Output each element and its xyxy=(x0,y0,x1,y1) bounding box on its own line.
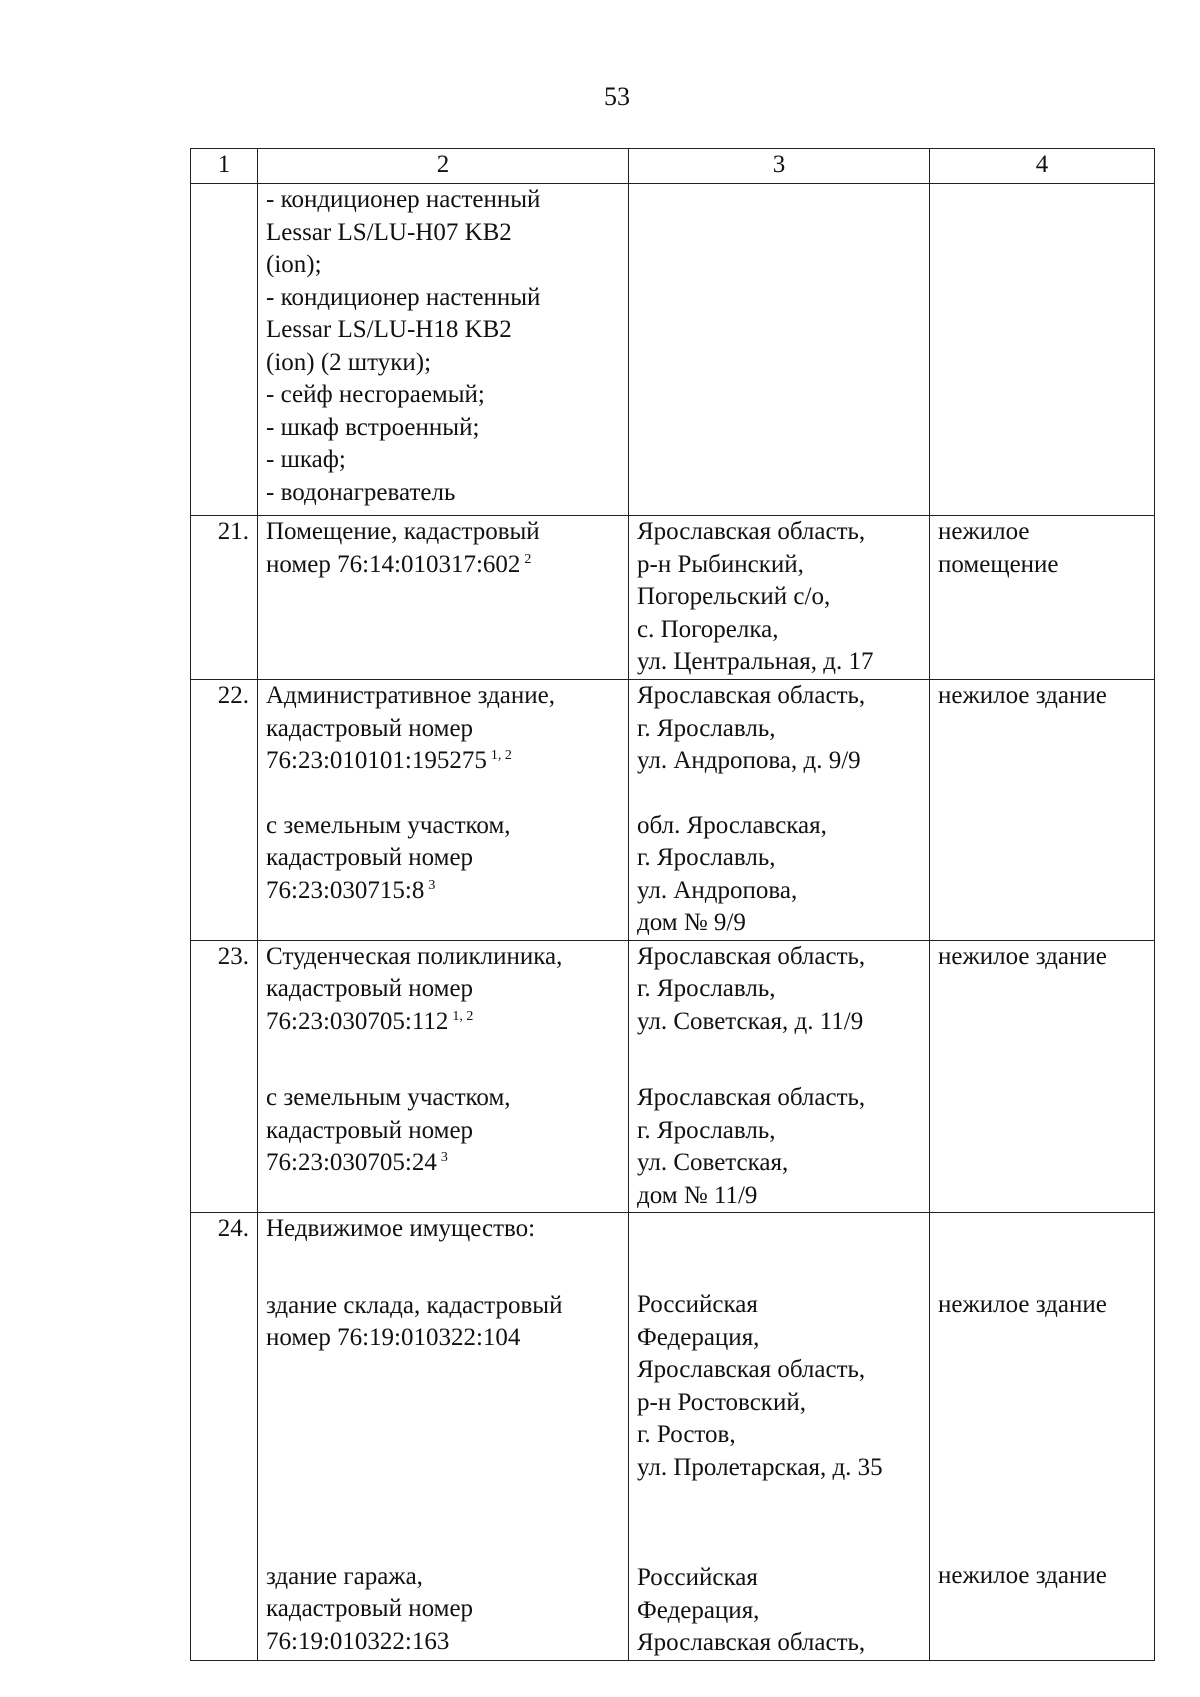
address-line: ул. Андропова, д. 9/9 xyxy=(637,747,861,774)
description-cell xyxy=(258,516,629,680)
description-line: - кондиционер настенный xyxy=(266,283,541,311)
description-line: кадастровый номер xyxy=(266,1116,474,1144)
type-cell xyxy=(930,940,1155,1213)
header-col-3: 3 xyxy=(629,149,930,184)
description-line: с земельным участком, xyxy=(266,811,511,839)
type-line: помещение xyxy=(938,550,1059,578)
description-line: 76:23:030705:24 $^3$ xyxy=(266,1149,448,1176)
spacer xyxy=(266,778,620,810)
address-line: Ярославская область, xyxy=(637,1084,866,1111)
description-line: кадастровый номер xyxy=(266,975,474,1002)
address-line: Погорельский с/о, xyxy=(637,583,831,610)
table-row xyxy=(191,940,1155,1213)
address-line: г. Ростов, xyxy=(637,1421,736,1448)
page-number: 53 xyxy=(604,82,630,111)
spacer xyxy=(637,1038,921,1082)
description-line: с земельным участком, xyxy=(266,1084,511,1111)
spacer xyxy=(938,1245,1146,1289)
type-line: нежилое здание xyxy=(938,1561,1107,1589)
address-line: Ярославская область, xyxy=(637,518,866,545)
address-line: г. Ярославль, xyxy=(637,714,776,742)
type-line: нежилое здание xyxy=(938,942,1107,970)
type-cell xyxy=(930,680,1155,941)
description-line: 76:19:010322:163 xyxy=(266,1627,450,1655)
description-line: кадастровый номер xyxy=(266,1595,474,1622)
description-line: 76:23:030715:8 $^3$ xyxy=(266,876,436,904)
row-number-cell: 24. xyxy=(191,1213,258,1661)
spacer xyxy=(266,1355,620,1387)
address-line: г. Ярославль, xyxy=(637,1116,776,1144)
address-line: ул. Советская, д. 11/9 xyxy=(637,1007,864,1035)
address-cell xyxy=(629,1213,930,1661)
footnote-mark: 3 xyxy=(428,877,436,893)
address-cell xyxy=(629,940,930,1213)
description-cell xyxy=(258,680,629,941)
type-line: нежилое здание xyxy=(938,682,1107,709)
spacer xyxy=(637,1245,921,1289)
spacer xyxy=(266,1419,620,1451)
address-line: с. Погорелка, xyxy=(637,615,779,643)
address-line: Ярославская область, xyxy=(637,1356,866,1383)
address-line: Российская xyxy=(637,1564,758,1591)
description-line: Студенческая поликлиника, xyxy=(266,942,563,970)
description-line: здание склада, кадастровый xyxy=(266,1291,563,1319)
type-line: нежилое здание xyxy=(938,1291,1107,1318)
description-line: номер 76:19:010322:104 xyxy=(266,1324,521,1351)
header-col-1: 1 xyxy=(191,149,258,184)
footnote-mark: 3 xyxy=(440,1150,448,1165)
address-line: р-н Ростовский, xyxy=(637,1388,806,1416)
spacer xyxy=(938,1213,1146,1245)
address-line: ул. Центральная, д. 17 xyxy=(637,648,874,675)
spacer xyxy=(266,1246,620,1290)
description-line: 76:23:010101:195275 $^{1, 2}$ xyxy=(266,747,512,774)
description-line: кадастровый номер xyxy=(266,844,474,871)
table-row xyxy=(191,184,1155,516)
header-col-2: 2 xyxy=(258,149,629,184)
spacer xyxy=(938,1482,1146,1560)
address-line: г. Ярославль, xyxy=(637,844,776,871)
spacer xyxy=(938,1354,1146,1386)
spacer xyxy=(266,1483,620,1561)
table-row xyxy=(191,516,1155,680)
description-cell xyxy=(258,184,629,516)
type-cell xyxy=(930,1213,1155,1661)
description-line: - сейф несгораемый; xyxy=(266,381,485,408)
spacer xyxy=(938,1386,1146,1418)
spacer xyxy=(266,1387,620,1419)
description-line: кадастровый номер xyxy=(266,714,474,742)
address-line: Ярославская область, xyxy=(637,1629,866,1656)
row-number-cell: 23. xyxy=(191,940,258,1213)
description-line: - шкаф; xyxy=(266,446,346,473)
spacer xyxy=(938,1450,1146,1482)
row-number-cell xyxy=(191,184,258,516)
address-line: ул. Пролетарская, д. 35 xyxy=(637,1453,883,1481)
description-line: (ion); xyxy=(266,251,322,278)
footnote-mark: 1, 2 xyxy=(490,748,512,763)
description-line: - кондиционер настенный xyxy=(266,186,541,213)
address-line: ул. Советская, xyxy=(637,1149,789,1176)
spacer xyxy=(637,1484,921,1562)
address-line: ул. Андропова, xyxy=(637,876,798,904)
description-line: Lessar LS/LU-H18 KB2 xyxy=(266,316,512,343)
address-cell xyxy=(629,516,930,680)
description-line: Помещение, кадастровый xyxy=(266,518,540,545)
type-cell xyxy=(930,184,1155,516)
description-cell xyxy=(258,940,629,1213)
spacer xyxy=(938,1322,1146,1354)
spacer xyxy=(938,1418,1146,1450)
row-number-cell: 21. xyxy=(191,516,258,680)
address-line: Ярославская область, xyxy=(637,682,866,709)
address-cell xyxy=(629,680,930,941)
description-line: Lessar LS/LU-H07 KB2 xyxy=(266,218,512,246)
address-line: г. Ярославль, xyxy=(637,975,776,1002)
description-line: номер 76:14:010317:602 $^2$ xyxy=(266,550,532,578)
row-number-cell: 22. xyxy=(191,680,258,941)
description-line: Административное здание, xyxy=(266,682,555,709)
type-cell xyxy=(930,516,1155,680)
address-line: р-н Рыбинский, xyxy=(637,550,804,578)
description-cell xyxy=(258,1213,629,1661)
header-col-4: 4 xyxy=(930,149,1155,184)
address-cell xyxy=(629,184,930,516)
address-line: Российская xyxy=(637,1291,758,1318)
address-line: Федерация, xyxy=(637,1323,760,1351)
spacer xyxy=(637,778,921,810)
table-header-row xyxy=(191,149,1155,184)
address-line: дом № 9/9 xyxy=(637,909,746,936)
type-line: нежилое xyxy=(938,518,1030,545)
address-line: Федерация, xyxy=(637,1596,760,1624)
description-line: - водонагреватель xyxy=(266,478,456,506)
description-line: - шкаф встроенный; xyxy=(266,413,480,441)
description-line: (ion) (2 штуки); xyxy=(266,348,432,376)
table-row xyxy=(191,1213,1155,1661)
description-line: 76:23:030705:112 $^{1, 2}$ xyxy=(266,1007,474,1035)
address-line: дом № 11/9 xyxy=(637,1181,758,1209)
address-line: обл. Ярославская, xyxy=(637,811,827,839)
description-line: здание гаража, xyxy=(266,1562,423,1590)
footnote-mark: 2 xyxy=(524,551,532,567)
spacer xyxy=(637,1213,921,1245)
table-row xyxy=(191,680,1155,941)
property-table xyxy=(190,148,1155,1661)
spacer xyxy=(266,1038,620,1082)
footnote-mark: 1, 2 xyxy=(452,1008,474,1024)
address-line: Ярославская область, xyxy=(637,942,866,970)
description-line: Недвижимое имущество: xyxy=(266,1215,536,1242)
spacer xyxy=(266,1451,620,1483)
